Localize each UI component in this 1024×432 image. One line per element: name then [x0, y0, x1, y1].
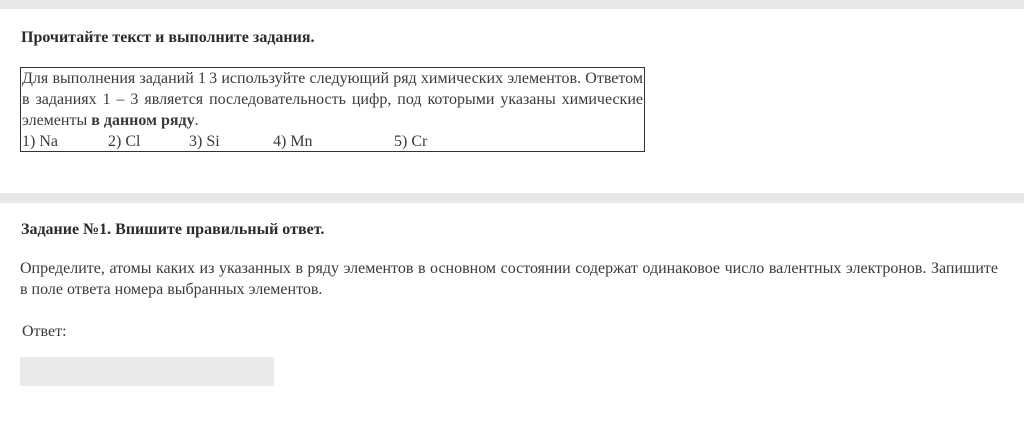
section-divider-band	[0, 193, 1024, 203]
context-text-end: .	[194, 112, 199, 129]
question-text: Определите, атомы каких из указанных в ряду элементов в основном состоянии содержат одинаковое число валентных электронов. Запишите в поле ответа номера выбранных элементов.	[20, 260, 998, 298]
top-divider-band	[0, 0, 1024, 9]
answer-input[interactable]	[20, 357, 274, 386]
element-2: 2) Cl	[108, 133, 141, 150]
context-text-main: Для выполнения заданий 1 3 используйте следующий ряд химических элементов. Ответом в заданиях 1 – 3 является последовательность цифр, под которыми указаны химические элементы	[22, 70, 643, 129]
context-text	[22, 68, 643, 131]
answer-label: Ответ:	[22, 323, 67, 340]
elements-row	[22, 131, 643, 152]
element-5: 5) Cr	[394, 133, 428, 150]
element-4: 4) Mn	[273, 133, 313, 150]
context-text-bold: в данном ряду	[91, 112, 195, 129]
element-1: 1) Na	[22, 133, 58, 150]
instruction-heading: Прочитайте текст и выполните задания.	[21, 29, 315, 46]
task-title: Задание №1. Впишите правильный ответ.	[21, 221, 325, 238]
element-3: 3) Si	[189, 133, 220, 150]
context-box	[20, 67, 645, 152]
